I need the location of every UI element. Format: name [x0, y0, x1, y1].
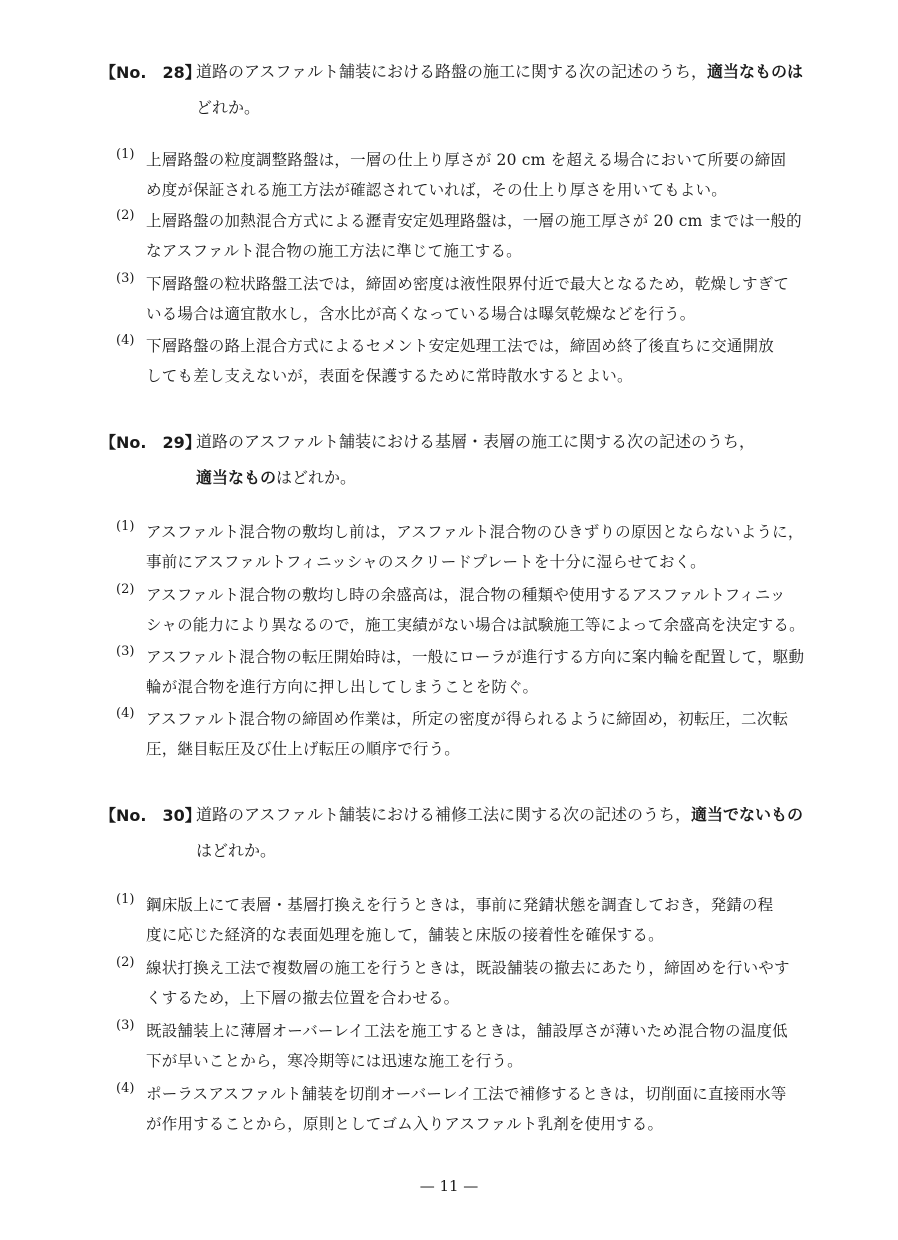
question-number: 【No. 29】 [100, 433, 201, 452]
choice-line: 事前にアスファルトフィニッシャのスクリードプレートを十分に湿らせておく。 [146, 553, 706, 571]
choice-text [146, 1016, 806, 1076]
choice-line: アスファルト混合物の転圧開始時は，一般にローラが進行する方向に案内輪を配置して，駆動 [146, 648, 805, 666]
choice-text [146, 580, 806, 640]
stem-line: どれか。 [196, 98, 261, 117]
choice-line: しても差し支えないが，表面を保護するために常時散水するとよい。 [146, 367, 633, 385]
question-stem [196, 54, 806, 126]
choice-line: 圧，継目転圧及び仕上げ転圧の順序で行う。 [146, 740, 461, 758]
question-number: 【No. 30】 [100, 806, 201, 825]
stem-line: 道路のアスファルト舗装における補修工法に関する次の記述のうち， [196, 805, 692, 824]
page-number: — 11 — [419, 1177, 479, 1195]
stem-emphasis: 適当なもの [196, 468, 277, 487]
stem-line: 道路のアスファルト舗装における路盤の施工に関する次の記述のうち， [196, 62, 708, 81]
choice-number: (1) [116, 892, 135, 907]
choice-number: (4) [116, 706, 135, 721]
choice-text [146, 517, 806, 577]
choice-line: 度に応じた経済的な表面処理を施して，舗装と床版の接着性を確保する。 [146, 926, 664, 944]
stem-line: はどれか。 [276, 468, 357, 487]
choice-line: アスファルト混合物の敷均し時の余盛高は，混合物の種類や使用するアスファルトフィニッ [146, 586, 786, 604]
choice-text [146, 642, 806, 702]
stem-emphasis: 適当でないもの [691, 805, 804, 824]
stem-line: 道路のアスファルト舗装における基層・表層の施工に関する次の記述のうち， [196, 432, 756, 451]
choice-line: め度が保証される施工方法が確認されていれば，その仕上り厚さを用いてもよい。 [146, 181, 727, 199]
choice-number: (2) [116, 582, 135, 597]
choice-line: シャの能力により異なるので，施工実績がない場合は試験施工等によって余盛高を決定する。 [146, 616, 805, 634]
choice-text [146, 269, 806, 329]
choice-line: なアスファルト混合物の施工方法に準じて施工する。 [146, 242, 522, 260]
choice-line: 上層路盤の粒度調整路盤は，一層の仕上り厚さが 20 cm を超える場合において所要の締固 [146, 151, 787, 169]
choice-line: 線状打換え工法で複数層の施工を行うときは，既設舗装の撤去にあたり，締固めを行いやす [146, 959, 790, 977]
choice-line: ポーラスアスファルト舗装を切削オーバーレイ工法で補修するときは，切削面に直接雨水等 [146, 1085, 787, 1103]
stem-line: はどれか。 [196, 841, 277, 860]
choice-text [146, 890, 806, 950]
question-stem [196, 424, 806, 496]
choice-number: (3) [116, 271, 135, 286]
choice-line: 輪が混合物を進行方向に押し出してしまうことを防ぐ。 [146, 678, 539, 696]
choice-line: 鋼床版上にて表層・基層打換えを行うときは，事前に発錆状態を調査しておき，発錆の程 [146, 896, 774, 914]
choice-number: (4) [116, 1081, 135, 1096]
choice-text [146, 704, 806, 764]
question-stem [196, 797, 806, 869]
choice-number: (3) [116, 644, 135, 659]
choice-number: (1) [116, 519, 135, 534]
choice-text [146, 331, 806, 391]
choice-line: アスファルト混合物の締固め作業は，所定の密度が得られるように締固め，初転圧，二次転 [146, 710, 789, 728]
choice-number: (1) [116, 147, 135, 162]
choice-line: 下が早いことから，寒冷期等には迅速な施工を行う。 [146, 1052, 523, 1070]
choice-text [146, 1079, 806, 1139]
choice-text [146, 953, 806, 1013]
choice-number: (2) [116, 208, 135, 223]
choice-line: くするため，上下層の撤去位置を合わせる。 [146, 989, 460, 1007]
choice-line: いる場合は適宜散水し，含水比が高くなっている場合は曝気乾燥などを行う。 [146, 305, 696, 323]
choice-line: が作用することから，原則としてゴム入りアスファルト乳剤を使用する。 [146, 1115, 664, 1133]
choice-text [146, 145, 806, 205]
choice-number: (2) [116, 955, 135, 970]
choice-line: 下層路盤の路上混合方式によるセメント安定処理工法では，締固め終了後直ちに交通開放 [146, 337, 775, 355]
stem-emphasis: 適当なものは [707, 62, 804, 81]
choice-line: アスファルト混合物の敷均し前は，アスファルト混合物のひきずりの原因とならないように， [146, 523, 804, 541]
choice-line: 既設舗装上に薄層オーバーレイ工法を施工するときは，舗設厚さが薄いため混合物の温度低 [146, 1022, 788, 1040]
choice-line: 下層路盤の粒状路盤工法では，締固め密度は液性限界付近で最大となるため，乾燥しすぎて [146, 275, 790, 293]
choice-number: (4) [116, 333, 135, 348]
choice-line: 上層路盤の加熱混合方式による瀝青安定処理路盤は，一層の施工厚さが 20 cm までは一般的 [146, 212, 802, 230]
question-number: 【No. 28】 [100, 63, 201, 82]
choice-text [146, 206, 806, 266]
choice-number: (3) [116, 1018, 135, 1033]
